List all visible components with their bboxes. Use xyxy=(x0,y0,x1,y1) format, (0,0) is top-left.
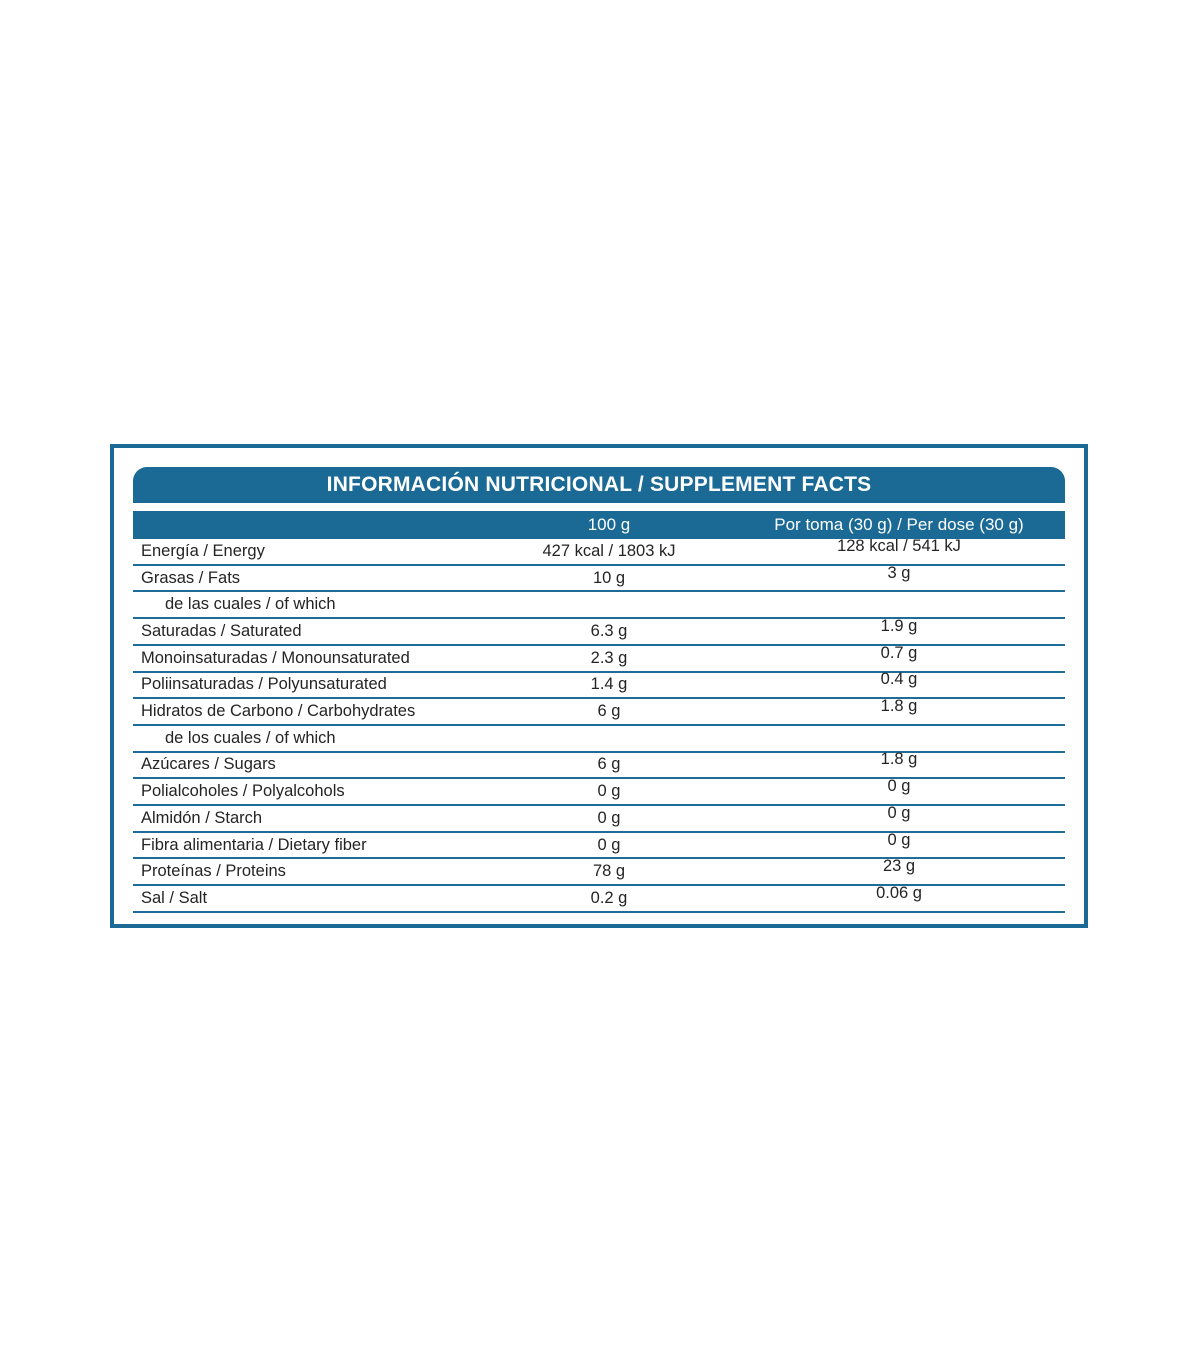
row-value-100g: 2.3 g xyxy=(590,648,628,667)
row-label: Monoinsaturadas / Monounsaturated xyxy=(141,648,410,667)
table-row xyxy=(133,536,1065,566)
table-row xyxy=(133,779,1065,806)
table-row xyxy=(133,750,1065,780)
table-row xyxy=(133,859,1065,886)
row-value-dose: 0 g xyxy=(887,803,911,822)
table-body xyxy=(133,536,1065,913)
column-headers xyxy=(133,511,1065,539)
row-value-100g: 6 g xyxy=(597,702,621,721)
row-label: Poliinsaturadas / Polyunsaturated xyxy=(141,675,387,694)
row-label: Hidratos de Carbono / Carbohydrates xyxy=(141,702,416,721)
table-row xyxy=(133,830,1065,860)
row-label: Energía / Energy xyxy=(141,541,265,560)
row-value-100g: 10 g xyxy=(592,568,626,587)
row-value-100g: 427 kcal / 1803 kJ xyxy=(542,541,676,560)
row-value-dose: 0.4 g xyxy=(880,670,918,689)
row-value-dose: 1.9 g xyxy=(880,616,918,635)
row-value-dose: 0 g xyxy=(887,830,911,849)
row-value-dose: 0 g xyxy=(887,777,911,796)
row-value-dose: 1.8 g xyxy=(880,697,918,716)
row-label: Fibra alimentaria / Dietary fiber xyxy=(141,835,367,854)
table-row xyxy=(133,699,1065,726)
row-value-dose: 0.06 g xyxy=(876,883,922,902)
row-label: de los cuales / of which xyxy=(165,728,336,747)
nutrition-table xyxy=(110,444,1088,928)
column-header-dose: Por toma (30 g) / Per dose (30 g) xyxy=(774,515,1024,534)
row-value-100g: 78 g xyxy=(592,862,626,881)
row-label: Grasas / Fats xyxy=(141,568,241,587)
row-value-100g: 0.2 g xyxy=(590,888,628,907)
row-value-100g: 0 g xyxy=(597,835,621,854)
row-value-dose: 1.8 g xyxy=(880,750,918,769)
row-value-100g: 0 g xyxy=(597,808,621,827)
row-label: Saturadas / Saturated xyxy=(141,621,302,640)
column-header-100g: 100 g xyxy=(587,515,631,534)
table-row xyxy=(133,563,1065,593)
row-value-dose: 0.7 g xyxy=(880,643,918,662)
row-value-100g: 1.4 g xyxy=(590,675,628,694)
row-label: Polialcoholes / Polyalcohols xyxy=(141,782,345,801)
row-value-dose: 3 g xyxy=(887,563,911,582)
row-label: Azúcares / Sugars xyxy=(141,755,276,774)
row-label: de las cuales / of which xyxy=(165,595,336,614)
table-row xyxy=(133,726,1065,753)
row-label: Almidón / Starch xyxy=(141,808,263,827)
table-row xyxy=(133,883,1065,913)
row-value-dose: 128 kcal / 541 kJ xyxy=(837,536,961,555)
row-value-dose: 23 g xyxy=(882,857,916,876)
row-value-100g: 0 g xyxy=(597,782,621,801)
table-title-band xyxy=(133,467,1065,503)
table-row xyxy=(133,643,1065,673)
row-value-100g: 6.3 g xyxy=(590,621,628,640)
table-row xyxy=(133,803,1065,833)
row-label: Sal / Salt xyxy=(141,888,208,907)
table-title: INFORMACIÓN NUTRICIONAL / SUPPLEMENT FACTS xyxy=(326,473,872,496)
table-row xyxy=(133,592,1065,619)
row-label: Proteínas / Proteins xyxy=(141,862,286,881)
table-row xyxy=(133,616,1065,646)
row-value-100g: 6 g xyxy=(597,755,621,774)
table-row xyxy=(133,670,1065,700)
